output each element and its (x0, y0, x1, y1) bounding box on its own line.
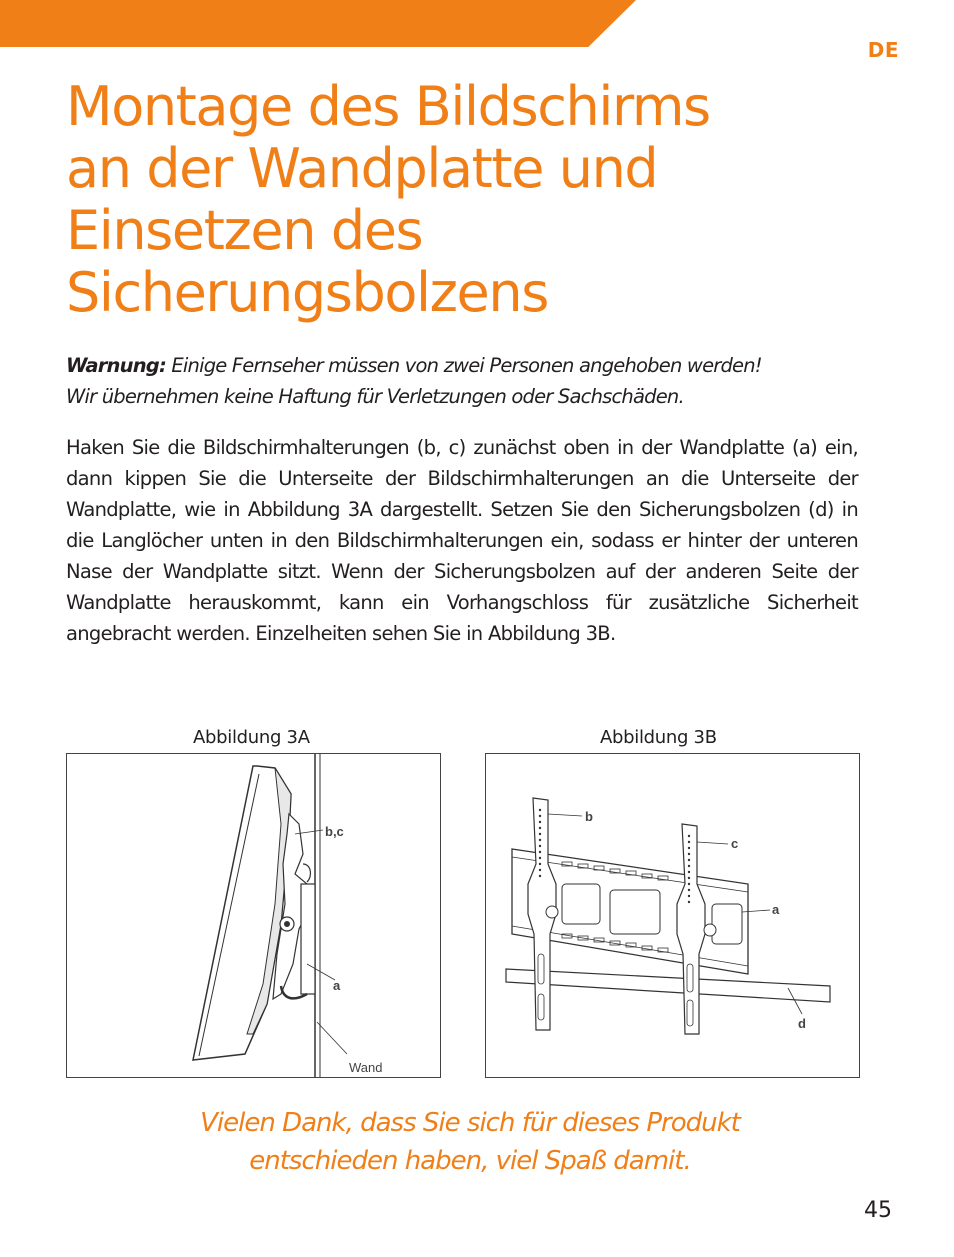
closing-line-1: Vielen Dank, dass Sie sich für dieses Produkt (200, 1108, 740, 1138)
label-d: d (798, 1016, 806, 1031)
figure-3a-illustration (67, 754, 440, 1077)
title-line-2: an der Wandplatte und (66, 137, 658, 200)
label-a: a (333, 978, 341, 993)
figure-3b-caption: Abbildung 3B (600, 727, 717, 748)
title-line-3: Einsetzen des (66, 199, 423, 262)
warning-paragraph (66, 350, 866, 412)
label-b: b (585, 809, 593, 824)
label-wall: Wand (349, 1060, 383, 1075)
warning-line-1: Einige Fernseher müssen von zwei Personen angehoben werden! (171, 354, 762, 377)
page-title (66, 76, 826, 324)
closing-message (120, 1104, 820, 1180)
figure-3a-caption: Abbildung 3A (193, 727, 310, 748)
warning-label: Warnung: (66, 354, 166, 377)
title-line-1: Montage des Bildschirms (66, 75, 710, 138)
title-line-4: Sicherungsbolzens (66, 261, 548, 324)
label-c: c (731, 836, 739, 851)
instructions-paragraph: Haken Sie die Bildschirmhalterungen (b, c) zunächst oben in der Wandplatte (a) ein, dann kippen Sie die Unterseite der Bildschirmhalterungen an die Unterseite der Wandplatte, wie in Abbildung 3A dargestellt. Setzen Sie den Sicherungsbolzen (d) in die Langlöcher unten in den Bildschirmhalterungen ein, sodass er hinter der unteren Nase der Wandplatte sitzt. Wenn der Sicherungsbolzen auf der anderen Seite der Wandplatte herauskommt, kann ein Vorhangschloss für zusätzliche Sicherheit angebracht werden. Einzelheiten sehen Sie in Abbildung 3B. (66, 436, 858, 645)
closing-line-2: entschieden haben, viel Spaß damit. (249, 1146, 691, 1176)
figure-3a (66, 753, 441, 1078)
label-a: a (772, 902, 780, 917)
header-accent-bar (0, 0, 636, 47)
warning-line-2: Wir übernehmen keine Haftung für Verletzungen oder Sachschäden. (66, 385, 684, 408)
language-label: DE (867, 38, 899, 62)
page-number: 45 (864, 1198, 892, 1223)
figure-3b-illustration (486, 754, 859, 1077)
figure-3b (485, 753, 860, 1078)
label-b-c: b,c (325, 824, 344, 839)
